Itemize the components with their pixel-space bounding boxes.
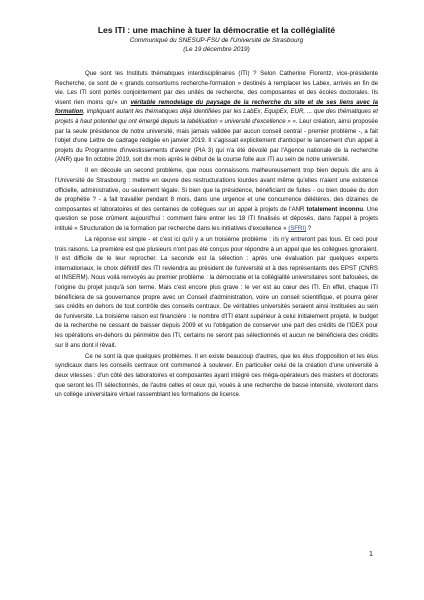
document-subtitle: Communiqué du SNESUP-FSU de l'Université de Strasbourg [129, 37, 304, 44]
document-title: Les ITI : une machine à tuer la démocratie et la collégialité [97, 25, 336, 35]
paragraph-2-text-a: Il en découle un second problème, que nous connaissons malheureusement trop bien depuis dix ans à l'Université de Strasbourg : mettre en œuvre des restructurations lourdes avant même qu'elles n'aient une existence officielle, administrative, ou seulement légale. Si bien que la présidence, bénéficiant de fuites - ou bien douée du don de prophétie ? - a fait travailler pendant 8 mois, dans une urgence et une concurrence délétères, des dizaines de composantes et laboratoires et des centaines de collègues sur un appel à projets de l'ANR [55, 167, 378, 213]
paragraph-1-text-b: Leur création, ainsi proposée par la seule présidence de notre université, mais jamais validée par aucun conseil central - premier problème -, a fait l'objet d'une Lettre de cadrage rédigée en janvier 2019. Il s'agissait explicitement d'anticiper le lancement d'un appel à projets du Programme d'investissements d'avenir (PIA 3) qui n'a été dévoilé par l'Agence nationale de la recherche (ANR) que fin octobre 2019, soit dix mois après le début de la course folle aux ITI au sein de notre université. [55, 117, 378, 164]
paragraph-2 [55, 166, 378, 233]
page-number: 1 [369, 551, 373, 558]
paragraph-1-text-a: Que sont les Instituts thématiques interdisciplinaires (ITI) ? Selon Catherine Florentz, vice-présidente Recherche, ce sont de « grands consortiums recherche-formation » destinés à remplacer les Labex, arrivés en fin de vie. Les ITI sont portés conjointement par des unités de recherche, des composantes et des écoles doctorales. Ils visent rien moins qu'« un [55, 70, 378, 106]
paragraph-3: La réponse est simple - et c'est ici qu'il y a un troisième problème : ils n'y entreront pas tous. Et ceci pour trois raisons. La première est que plusieurs n'ont pas été conçus pour répondre à un appel que les collègues ignoraient. Il est difficile de le leur reprocher. La seconde est la sélection : après une évaluation par quelques experts internationaux, le choix définitif des ITI reviendra au président de l'université et à des représentants des EPST (CNRS et INSERM). Nous voilà renvoyés au premier problème : la démocratie et la collégialité universitaires sont bafouées, de l'origine du projet jusqu'à son terme. Mais c'est encore plus grave : le ver est au cœur des ITI. En effet, chaque ITI bénéficiera de sa gouvernance propre avec un Conseil d'administration, voire un conseil scientifique, et pourra gérer ses crédits en dehors de tout contrôle des conseils centraux. De véritables universités seraient ainsi instituées au sein de l'université. La troisième raison est financière : le nombre d'ITI étant supérieur à celui initialement projeté, le budget de la recherche ne cessant de baisser depuis 2009 et vu l'obligation de conserver une part des crédits de l'IDEX pour les opérations en-dehors du périmètre des ITI, certains ne seront pas sélectionnés et aucun ne bénéficiera des crédits sur 8 ans dont il rêvait. [55, 236, 378, 349]
document-date: (Le 19 décembre 2019) [183, 46, 250, 53]
paragraph-2-text-b: . Une question se pose crûment aujourd'hui : comment faire entrer les 18 ITI finalisés et déposés, dans l'appel à projets intitulé « Structuration de la formation par recherche dans les initiatives d'excellence » [55, 205, 378, 232]
document-body [55, 69, 378, 400]
sfri-link[interactable]: (SFRI) [288, 225, 307, 232]
paragraph-4: Ce ne sont là que quelques problèmes. Il en existe beaucoup d'autres, que les élus d'opposition et les élus syndicaux dans les conseils centraux ont commencé à soulever. En particulier celui de la création d'une université à deux vitesses : d'un côté des laboratoires et composantes ayant intégré ces méga-opérateurs des masters et doctorats que seront les ITI sélectionnés, de l'autre celles et ceux qui, voués à une recherche de basse intensité, vivoteront dans un collège universitaire virtuel rassemblant les formations de licence. [55, 352, 378, 399]
paragraph-1-emphasis: véritable remodelage du paysage de la recherche du site et de ses liens avec la formation [55, 98, 378, 116]
paragraph-2-text-c: ? [306, 225, 312, 232]
paragraph-1 [55, 69, 378, 165]
paragraph-1-italic: , impliquant autant les thématiques déjà identifiées par les LabEx, EquipEx, EUR, ... que des thématiques et projets à haut potentiel qui ont émergé depuis la labélisation « université d'excellence » ». [55, 108, 378, 125]
paragraph-2-bold: totalement inconnu [306, 205, 364, 213]
document-page [55, 25, 378, 401]
